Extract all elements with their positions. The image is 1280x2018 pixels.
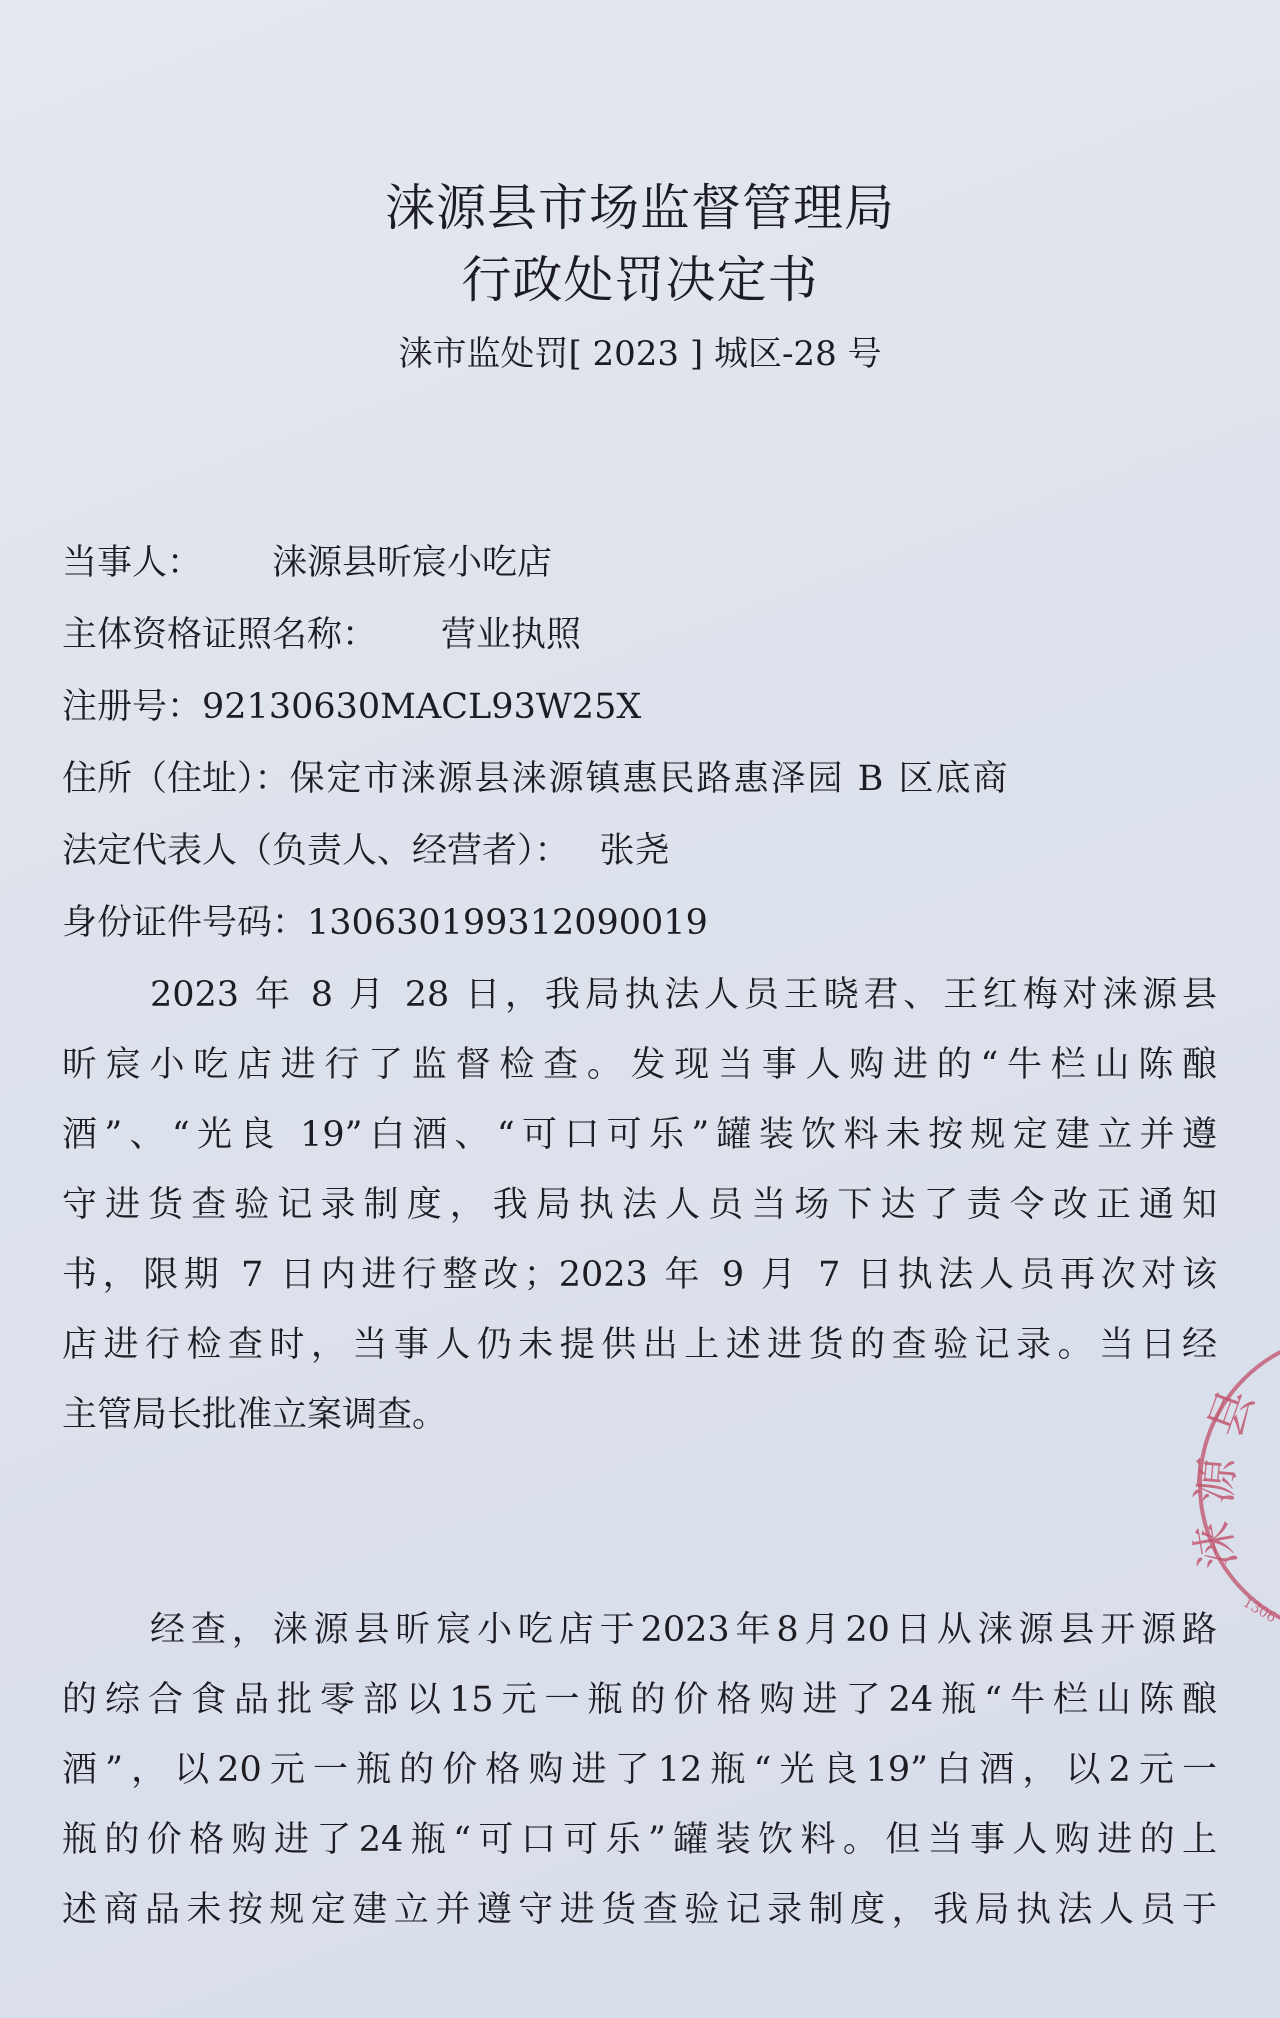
field-legal-representative: [62, 823, 670, 873]
paragraph-line: 述商品未按规定建立并遵守进货查验记录制度，我局执法人员于: [62, 1890, 1217, 1930]
paragraph-line: 的综合食品批零部以15元一瓶的价格购进了24瓶“牛栏山陈酿: [62, 1680, 1217, 1720]
field-value: 营业执照: [441, 615, 582, 655]
field-party: [62, 535, 552, 585]
field-registration-number: [62, 679, 641, 729]
field-label: 主体资格证照名称：: [62, 615, 378, 655]
field-label: 住所（住址）：: [62, 759, 290, 799]
field-label: 法定代表人（负责人、经营者）：: [62, 831, 570, 871]
field-label: 当事人：: [62, 543, 203, 583]
paragraph-line: 书，限期 7 日内进行整改；2023 年 9 月 7 日执法人员再次对该: [62, 1255, 1217, 1295]
paragraph-line: 店进行检查时，当事人仍未提供出上述进货的查验记录。当日经: [62, 1325, 1217, 1365]
paragraph-line: 2023 年 8 月 28 日，我局执法人员王晓君、王红梅对涞源县: [150, 975, 1217, 1015]
document-number: 涞市监处罚[ 2023 ] 城区-28 号: [398, 334, 882, 374]
paragraph-line: 昕宸小吃店进行了监督检查。发现当事人购进的“牛栏山陈酿: [62, 1045, 1217, 1085]
field-address: [62, 751, 1010, 801]
field-label: 身份证件号码：: [62, 903, 308, 943]
seal-text-char: 源: [1187, 1455, 1245, 1506]
field-license-name: [62, 607, 581, 657]
document-type-title: 行政处罚决定书: [461, 251, 819, 309]
seal-code: 1306: [1240, 1594, 1279, 1627]
seal-text-char: 县: [1197, 1382, 1265, 1444]
paragraph-line: 酒”、“光良 19”白酒、“可口可乐”罐装饮料未按规定建立并遵: [62, 1115, 1217, 1155]
official-seal-stamp: [1180, 1320, 1280, 1660]
seal-text-char: 涞: [1184, 1517, 1246, 1573]
paragraph-line: 主管局长批准立案调查。: [62, 1395, 448, 1435]
field-value: 涞源县昕宸小吃店: [272, 543, 553, 583]
paragraph-line: 经查，涞源县昕宸小吃店于2023年8月20日从涞源县开源路: [150, 1610, 1217, 1650]
field-value: 92130630MACL93W25X: [202, 687, 642, 727]
agency-title: 涞源县市场监督管理局: [385, 179, 895, 237]
field-value: 130630199312090019: [307, 903, 708, 943]
field-value: 保定市涞源县涞源镇惠民路惠泽园 B 区底商: [289, 759, 1010, 799]
field-id-number: [62, 895, 708, 945]
paragraph-line: 守进货查验记录制度，我局执法人员当场下达了责令改正通知: [62, 1185, 1217, 1225]
paragraph-line: 瓶的价格购进了24瓶“可口可乐”罐装饮料。但当事人购进的上: [62, 1820, 1217, 1860]
field-value: 张尧: [599, 831, 670, 871]
field-label: 注册号：: [62, 687, 203, 727]
paragraph-line: 酒”，以20元一瓶的价格购进了12瓶“光良19”白酒，以2元一: [62, 1750, 1217, 1790]
